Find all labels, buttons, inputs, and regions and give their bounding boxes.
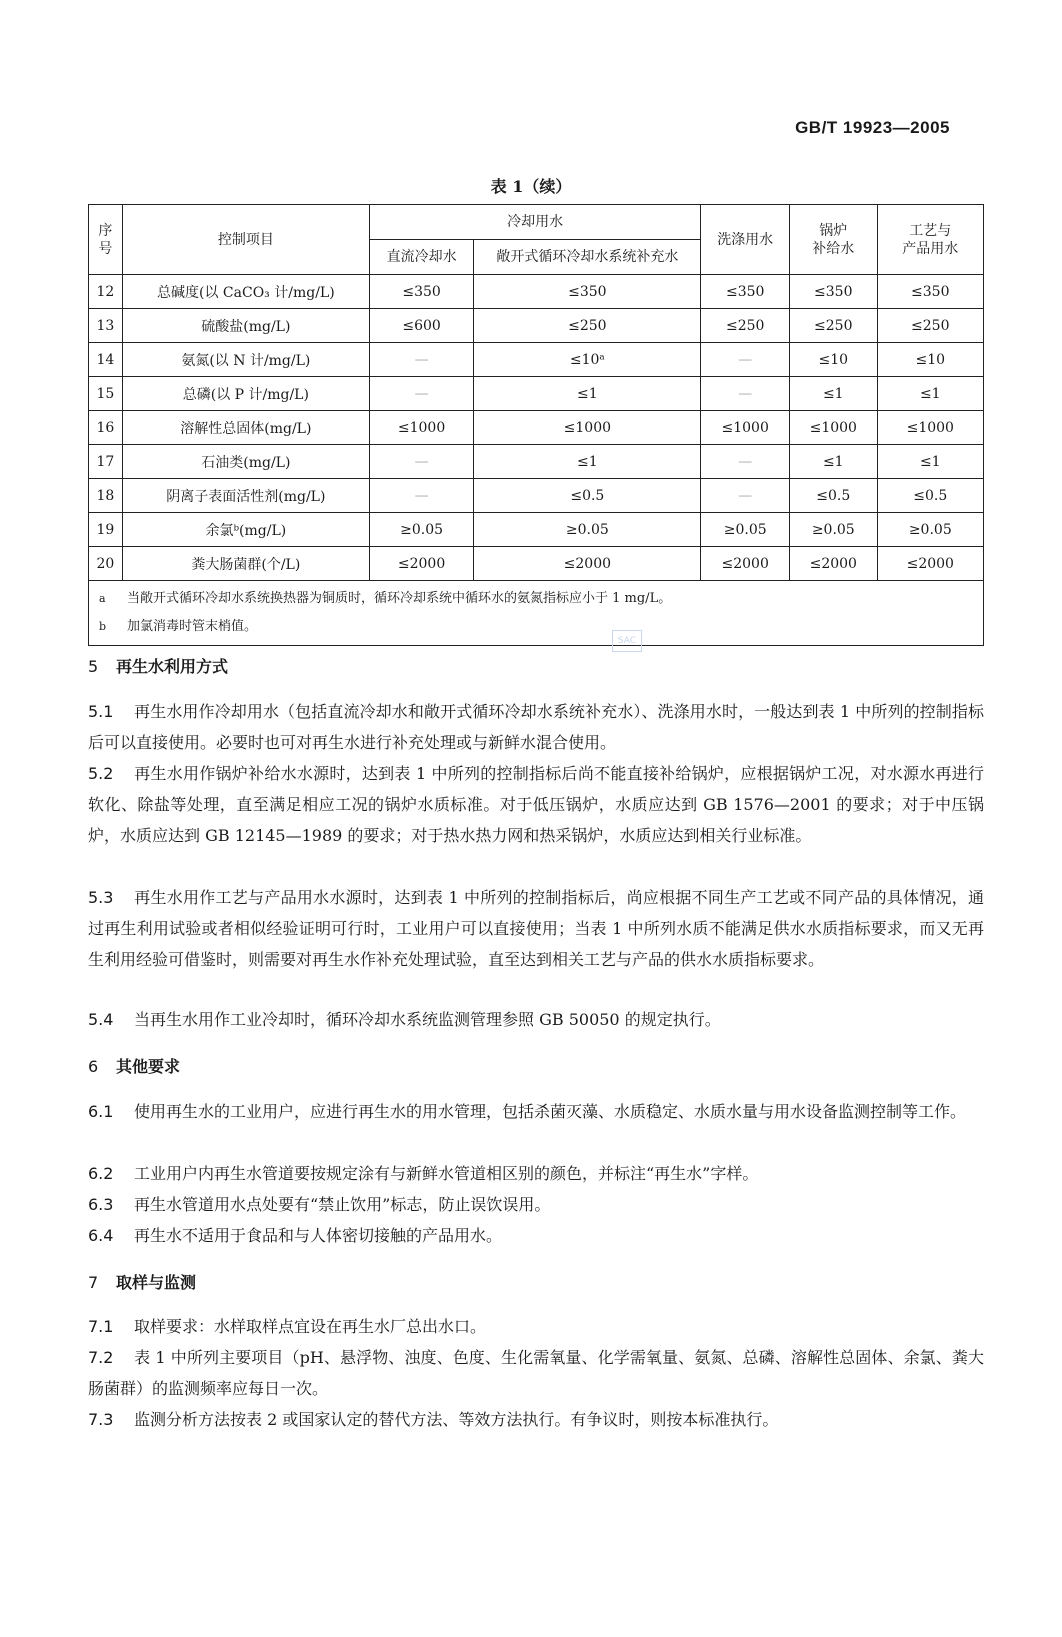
cell-c3: ≤250	[701, 309, 790, 343]
cell-item: 溶解性总固体(mg/L)	[122, 411, 369, 445]
cell-item: 阴离子表面活性剂(mg/L)	[122, 479, 369, 513]
paragraph-text: 工业用户内再生水管道要按规定涂有与新鲜水管道相区别的颜色，并标注“再生水”字样。	[134, 1164, 759, 1183]
paragraph-5-3	[88, 882, 984, 975]
paragraph-6-3	[88, 1189, 984, 1220]
cell-c5: ≤0.5	[877, 479, 983, 513]
paragraph-5-4	[88, 1004, 984, 1035]
section-title-text: 再生水利用方式	[116, 657, 229, 676]
cell-c4: ≤1	[789, 445, 877, 479]
cell-c5: ≤1	[877, 377, 983, 411]
footnote-mark: b	[99, 620, 107, 633]
cell-c3: —	[701, 343, 790, 377]
cell-seq: 17	[89, 445, 123, 479]
cell-c4: ≤2000	[789, 547, 877, 581]
cell-c2: ≤0.5	[474, 479, 701, 513]
cell-c1: ≤2000	[369, 547, 473, 581]
paragraph-text: 表 1 中所列主要项目（pH、悬浮物、浊度、色度、生化需氧量、化学需氧量、氨氮、总磷、溶解性总固体、余氯、粪大肠菌群）的监测频率应每日一次。	[88, 1348, 984, 1398]
cell-item: 石油类(mg/L)	[122, 445, 369, 479]
cell-item: 氨氮(以 N 计/mg/L)	[122, 343, 369, 377]
table-row	[89, 445, 984, 479]
cell-seq: 20	[89, 547, 123, 581]
paragraph-6-2	[88, 1158, 984, 1189]
cell-c2: ≤1000	[474, 411, 701, 445]
table-row	[89, 377, 984, 411]
cell-c5: ≤1	[877, 445, 983, 479]
cell-c1: ≤600	[369, 309, 473, 343]
header-cooling-direct: 直流冷却水	[369, 240, 473, 275]
section-5-title	[88, 654, 228, 677]
header-washing: 洗涤用水	[701, 205, 790, 275]
header-boiler: 锅炉 补给水	[789, 205, 877, 275]
paragraph-text: 再生水用作工艺与产品用水水源时，达到表 1 中所列的控制指标后，尚应根据不同生产工艺或不同产品的具体情况，通过再生利用试验或者相似经验证明可行时，工业用户可以直接使用；当表 1 中所列水质不能满足供水水质指标要求，而又无再生利用经验可借鉴时，则需要对再生水作补充处理试验，直至达到相关工艺与产品的供水水质指标要求。	[88, 888, 984, 969]
table-row	[89, 275, 984, 309]
cell-seq: 13	[89, 309, 123, 343]
paragraph-text: 再生水不适用于食品和与人体密切接触的产品用水。	[134, 1226, 503, 1245]
paragraph-text: 当再生水用作工业冷却时，循环冷却水系统监测管理参照 GB 50050 的规定执行。	[134, 1010, 721, 1029]
paragraph-text: 取样要求：水样取样点宜设在再生水厂总出水口。	[134, 1317, 487, 1336]
cell-item: 余氯ᵇ(mg/L)	[122, 513, 369, 547]
cell-c1: —	[369, 479, 473, 513]
cell-c5: ≤250	[877, 309, 983, 343]
cell-c3: ≥0.05	[701, 513, 790, 547]
paragraph-text: 再生水用作冷却用水（包括直流冷却水和敞开式循环冷却水系统补充水）、洗涤用水时，一般达到表 1 中所列的控制指标后可以直接使用。必要时也可对再生水进行补充处理或与新鲜水混合使用。	[88, 702, 984, 752]
footnote-text: 加氯消毒时管末梢值。	[127, 619, 258, 634]
cell-seq: 16	[89, 411, 123, 445]
cell-c3: ≤350	[701, 275, 790, 309]
table-row	[89, 343, 984, 377]
paragraph-7-1	[88, 1311, 984, 1342]
footnote-text: 当敞开式循环冷却水系统换热器为铜质时，循环冷却系统中循环水的氨氮指标应小于 1 mg/L。	[127, 591, 672, 606]
paragraph-number: 7.2	[88, 1348, 114, 1367]
paragraph-7-3	[88, 1404, 984, 1435]
paragraph-number: 5.2	[88, 764, 114, 783]
cell-c2: ≤2000	[474, 547, 701, 581]
paragraph-text: 再生水管道用水点处要有“禁止饮用”标志，防止误饮误用。	[134, 1195, 551, 1214]
cell-c5: ≤2000	[877, 547, 983, 581]
footnote-mark: a	[99, 592, 106, 605]
paragraph-6-1	[88, 1096, 984, 1127]
table-row	[89, 309, 984, 343]
cell-c3: —	[701, 445, 790, 479]
table-notes-row	[89, 581, 984, 646]
cell-c3: —	[701, 479, 790, 513]
cell-c2: ≤1	[474, 377, 701, 411]
cell-seq: 15	[89, 377, 123, 411]
paragraph-5-2	[88, 758, 984, 851]
header-cooling-group: 冷却用水	[369, 205, 701, 240]
water-quality-table	[88, 204, 984, 646]
paragraph-text: 再生水用作锅炉补给水水源时，达到表 1 中所列的控制指标后尚不能直接补给锅炉，应根据锅炉工况，对水源水再进行软化、除盐等处理，直至满足相应工况的锅炉水质标准。对于低压锅炉，水质应达到 GB 1576—2001 的要求；对于中压锅炉，水质应达到 GB 12145—1989 的要求；对于热水热力网和热采锅炉，水质应达到相关行业标准。	[88, 764, 984, 845]
table-notes	[89, 581, 984, 646]
footnote	[99, 613, 973, 641]
cell-c1: ≥0.05	[369, 513, 473, 547]
cell-c1: —	[369, 343, 473, 377]
cell-c4: ≥0.05	[789, 513, 877, 547]
paragraph-number: 5.3	[88, 888, 114, 907]
header-cooling-open: 敞开式循环冷却水系统补充水	[474, 240, 701, 275]
cell-c2: ≤250	[474, 309, 701, 343]
cell-c2: ≤350	[474, 275, 701, 309]
cell-item: 粪大肠菌群(个/L)	[122, 547, 369, 581]
paragraph-6-4	[88, 1220, 984, 1251]
paragraph-number: 7.3	[88, 1410, 114, 1429]
cell-c5: ≤10	[877, 343, 983, 377]
cell-seq: 14	[89, 343, 123, 377]
paragraph-5-1	[88, 696, 984, 758]
paragraph-number: 6.4	[88, 1226, 114, 1245]
section-number: 7	[88, 1273, 99, 1292]
paragraph-number: 6.3	[88, 1195, 114, 1214]
cell-c1: —	[369, 377, 473, 411]
cell-c4: ≤250	[789, 309, 877, 343]
header-item: 控制项目	[122, 205, 369, 275]
cell-item: 总碱度(以 CaCO₃ 计/mg/L)	[122, 275, 369, 309]
cell-c1: —	[369, 445, 473, 479]
paragraph-7-2	[88, 1342, 984, 1404]
cell-c2: ≤10ᵃ	[474, 343, 701, 377]
section-7-title	[88, 1270, 196, 1293]
table-row	[89, 547, 984, 581]
paragraph-number: 7.1	[88, 1317, 114, 1336]
cell-c4: ≤1000	[789, 411, 877, 445]
section-6-title	[88, 1054, 180, 1077]
cell-c1: ≤350	[369, 275, 473, 309]
cell-c1: ≤1000	[369, 411, 473, 445]
cell-c2: ≥0.05	[474, 513, 701, 547]
header-process: 工艺与 产品用水	[877, 205, 983, 275]
cell-c2: ≤1	[474, 445, 701, 479]
cell-c3: —	[701, 377, 790, 411]
paragraph-text: 使用再生水的工业用户，应进行再生水的用水管理，包括杀菌灭藻、水质稳定、水质水量与用水设备监测控制等工作。	[134, 1102, 967, 1121]
cell-c3: ≤2000	[701, 547, 790, 581]
cell-c4: ≤1	[789, 377, 877, 411]
cell-item: 硫酸盐(mg/L)	[122, 309, 369, 343]
standard-number: GB/T 19923—2005	[795, 118, 950, 137]
cell-c5: ≤350	[877, 275, 983, 309]
paragraph-number: 5.1	[88, 702, 114, 721]
cell-seq: 18	[89, 479, 123, 513]
paragraph-number: 6.2	[88, 1164, 114, 1183]
table-row	[89, 479, 984, 513]
cell-seq: 19	[89, 513, 123, 547]
cell-c5: ≤1000	[877, 411, 983, 445]
cell-c4: ≤350	[789, 275, 877, 309]
section-number: 6	[88, 1057, 99, 1076]
table-row	[89, 411, 984, 445]
paragraph-text: 监测分析方法按表 2 或国家认定的替代方法、等效方法执行。有争议时，则按本标准执行。	[134, 1410, 779, 1429]
cell-seq: 12	[89, 275, 123, 309]
cell-item: 总磷(以 P 计/mg/L)	[122, 377, 369, 411]
paragraph-number: 5.4	[88, 1010, 114, 1029]
cell-c3: ≤1000	[701, 411, 790, 445]
cell-c4: ≤10	[789, 343, 877, 377]
section-title-text: 其他要求	[116, 1057, 181, 1076]
section-title-text: 取样与监测	[116, 1273, 197, 1292]
header-seq: 序 号	[89, 205, 123, 275]
table-title: 表 1（续）	[490, 177, 572, 196]
cell-c4: ≤0.5	[789, 479, 877, 513]
section-number: 5	[88, 657, 99, 676]
footnote	[99, 585, 973, 613]
cell-c5: ≥0.05	[877, 513, 983, 547]
table-row	[89, 513, 984, 547]
sac-watermark: SAC	[612, 630, 642, 652]
paragraph-number: 6.1	[88, 1102, 114, 1121]
